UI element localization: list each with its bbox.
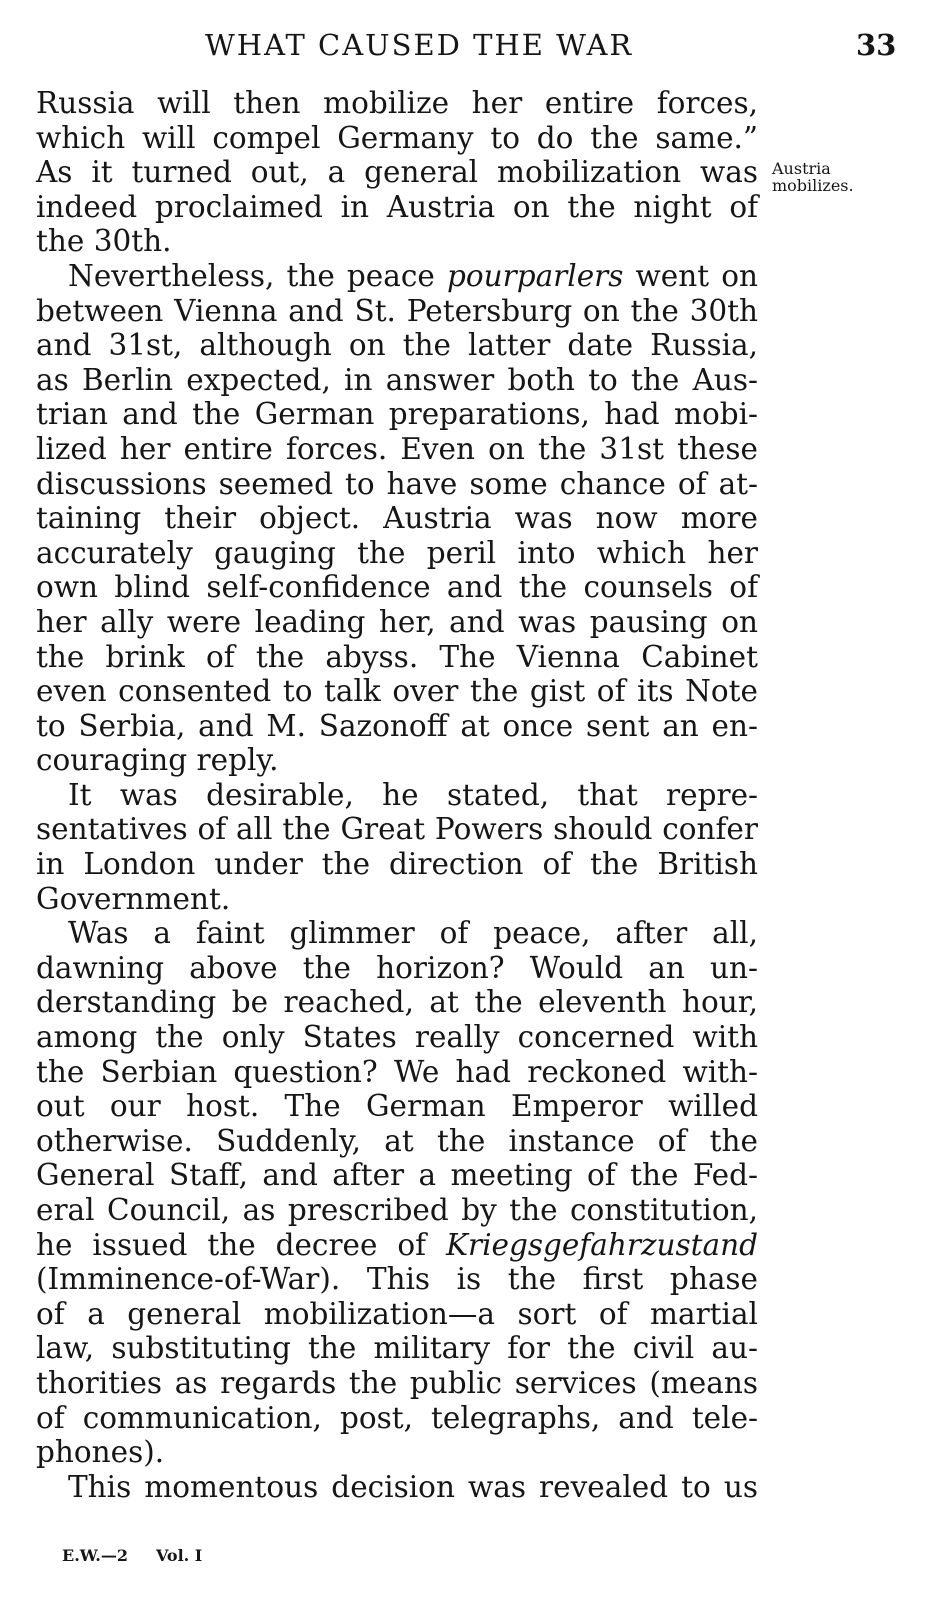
text-line-content: the Serbian question? We had reckoned with- bbox=[36, 1054, 758, 1089]
text-line bbox=[36, 259, 758, 294]
text-line-content: As it turned out, a general mobilization was bbox=[36, 155, 758, 190]
text-line bbox=[36, 1262, 758, 1297]
text-line bbox=[36, 1297, 758, 1332]
body-text bbox=[36, 86, 758, 1504]
text-line bbox=[36, 432, 758, 467]
text-line-content: of a general mobilization—a sort of martial bbox=[36, 1296, 758, 1331]
text-line-content: General Staff, and after a meeting of the Fed- bbox=[36, 1158, 758, 1193]
italic-term: pourparlers bbox=[446, 258, 624, 293]
text-line-content: lized her entire forces. Even on the 31st these bbox=[36, 431, 758, 466]
text-line-content: the 30th. bbox=[36, 224, 172, 259]
text-line bbox=[36, 1158, 758, 1193]
text-line bbox=[36, 778, 758, 813]
text-line-content: law, substituting the military for the civil au- bbox=[36, 1331, 758, 1366]
text-line-content: indeed proclaimed in Austria on the night of bbox=[36, 189, 758, 224]
text-line bbox=[36, 224, 758, 259]
text-line-content: even consented to talk over the gist of its Note bbox=[36, 674, 758, 709]
running-title: WHAT CAUSED THE WAR bbox=[205, 28, 634, 62]
text-line bbox=[36, 1331, 758, 1366]
text-line-content: which will compel Germany to do the same.” bbox=[36, 120, 758, 155]
text-line bbox=[36, 916, 758, 951]
text-line-content: her ally were leading her, and was pausing on bbox=[36, 604, 758, 639]
text-line bbox=[36, 812, 758, 847]
text-line-content: own blind self-confidence and the counsels of bbox=[36, 570, 758, 605]
text-line-content: in London under the direction of the British bbox=[36, 847, 758, 882]
text-line bbox=[36, 882, 758, 917]
text-line-content: Was a faint glimmer of peace, after all, bbox=[68, 916, 758, 951]
text-line bbox=[36, 640, 758, 675]
text-line-content: thorities as regards the public services (means bbox=[36, 1365, 758, 1400]
text-line-content: taining their object. Austria was now more bbox=[36, 501, 758, 536]
text-line bbox=[36, 1020, 758, 1055]
text-line bbox=[36, 570, 758, 605]
text-line bbox=[36, 605, 758, 640]
text-line bbox=[36, 1470, 758, 1505]
text-line bbox=[36, 501, 758, 536]
text-line-content: between Vienna and St. Petersburg on the 30th bbox=[36, 293, 758, 328]
text-line bbox=[36, 536, 758, 571]
text-line bbox=[36, 467, 758, 502]
text-line bbox=[36, 1124, 758, 1159]
text-line bbox=[36, 1055, 758, 1090]
signature-mark: E.W.—2 bbox=[62, 1546, 128, 1565]
italic-term: Kriegsgefahrzustand bbox=[445, 1227, 758, 1262]
text-line bbox=[36, 121, 758, 156]
text-line bbox=[36, 1193, 758, 1228]
text-line bbox=[36, 1435, 758, 1470]
text-line-content: otherwise. Suddenly, at the instance of the bbox=[36, 1123, 758, 1158]
text-line bbox=[36, 709, 758, 744]
text-line-content: (Imminence-of-War). This is the first phase bbox=[36, 1262, 758, 1297]
text-line bbox=[36, 86, 758, 121]
text-line bbox=[36, 397, 758, 432]
text-line-content: to Serbia, and M. Sazonoff at once sent an en- bbox=[36, 708, 758, 743]
text-line-content: It was desirable, he stated, that repre- bbox=[68, 777, 758, 812]
text-line-content: derstanding be reached, at the eleventh hour, bbox=[36, 985, 758, 1020]
text-line bbox=[36, 1089, 758, 1124]
text-line-content: discussions seemed to have some chance of at- bbox=[36, 466, 758, 501]
text-line bbox=[36, 1401, 758, 1436]
text-line bbox=[36, 743, 758, 778]
text-line bbox=[36, 190, 758, 225]
printer-signature bbox=[62, 1546, 202, 1565]
page-number: 33 bbox=[856, 28, 897, 62]
text-line bbox=[36, 363, 758, 398]
text-line-content: trian and the German preparations, had mobi- bbox=[36, 397, 758, 432]
text-line bbox=[36, 1228, 758, 1263]
text-line-content: phones). bbox=[36, 1435, 165, 1470]
text-line-tail: went on bbox=[623, 258, 758, 293]
text-line-content: eral Council, as prescribed by the constitution, bbox=[36, 1193, 758, 1227]
margin-note-line: mobilizes. bbox=[772, 176, 854, 195]
text-line bbox=[36, 847, 758, 882]
text-line-content: sentatives of all the Great Powers should confer bbox=[36, 812, 758, 847]
text-line-content: dawning above the horizon? Would an un- bbox=[36, 950, 758, 985]
volume-label: Vol. I bbox=[155, 1546, 203, 1565]
text-line bbox=[36, 985, 758, 1020]
text-line-content: This momentous decision was revealed to us bbox=[68, 1469, 758, 1504]
text-line-content: out our host. The German Emperor willed bbox=[36, 1089, 758, 1124]
text-line-content: and 31st, although on the latter date Russia, bbox=[36, 328, 758, 363]
text-line bbox=[36, 951, 758, 986]
text-line-content: couraging reply. bbox=[36, 743, 279, 778]
text-line bbox=[36, 294, 758, 329]
text-line-content: as Berlin expected, in answer both to the Aus- bbox=[36, 362, 758, 397]
margin-note bbox=[772, 160, 942, 194]
text-line-content: the brink of the abyss. The Vienna Cabinet bbox=[36, 639, 758, 674]
text-line-content: of communication, post, telegraphs, and tele- bbox=[36, 1400, 758, 1435]
text-line-content: Nevertheless, the peace bbox=[68, 258, 447, 293]
text-line-content: among the only States really concerned with bbox=[36, 1020, 758, 1055]
text-line bbox=[36, 674, 758, 709]
text-line-content: Government. bbox=[36, 881, 231, 916]
text-line-content: accurately gauging the peril into which her bbox=[36, 535, 758, 570]
text-line-content: he issued the decree of bbox=[36, 1227, 446, 1262]
margin-note-line: Austria bbox=[772, 159, 831, 178]
text-line bbox=[36, 155, 758, 190]
text-line bbox=[36, 1366, 758, 1401]
text-line-content: Russia will then mobilize her entire forces, bbox=[36, 86, 758, 120]
text-line bbox=[36, 328, 758, 363]
